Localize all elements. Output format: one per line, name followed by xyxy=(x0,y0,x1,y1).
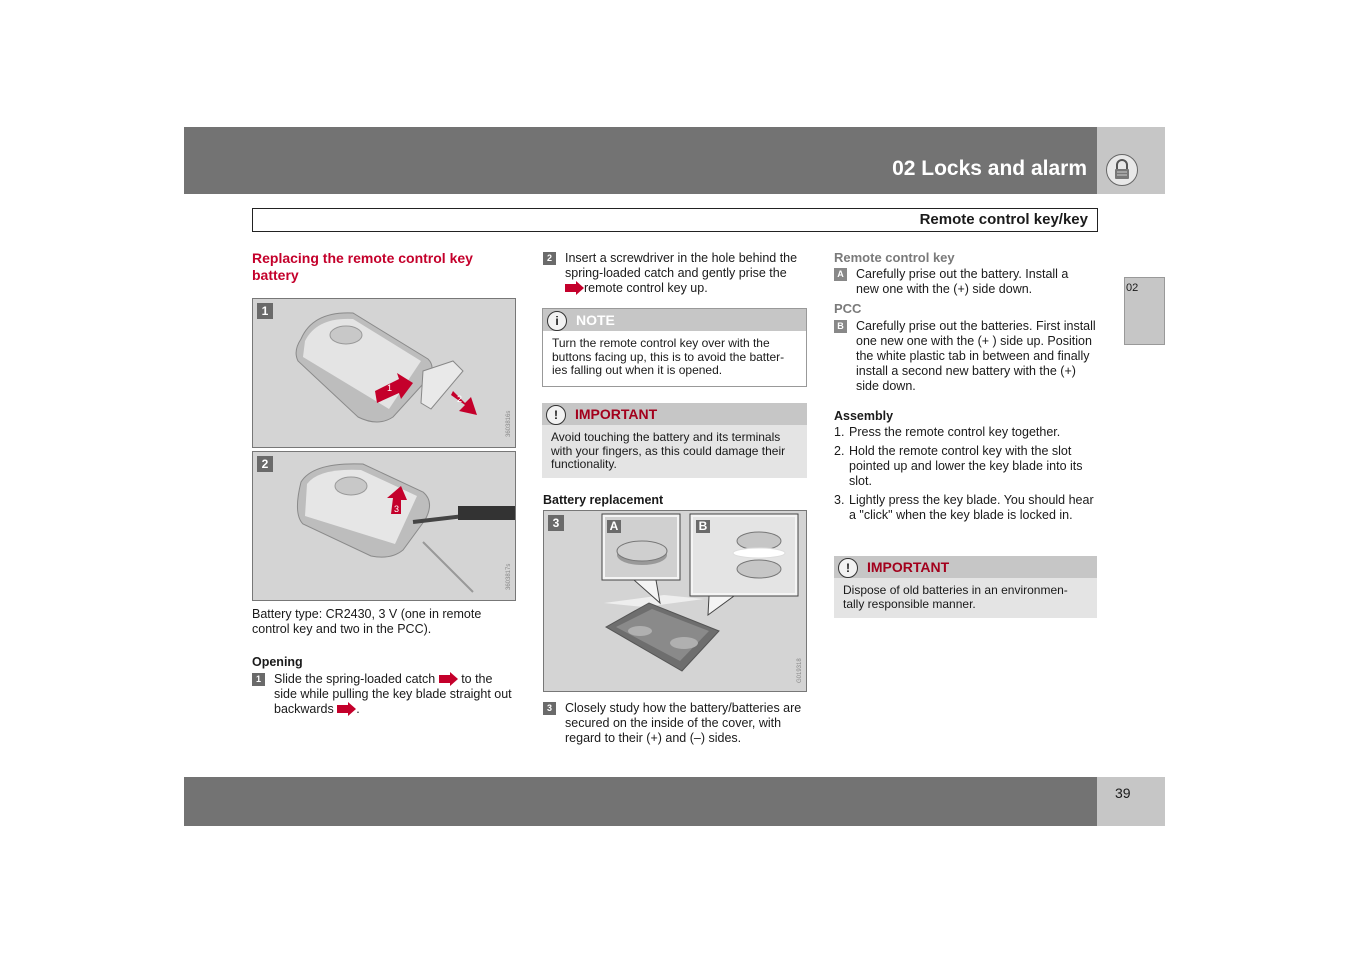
arrow-2-icon xyxy=(337,702,356,716)
important-1-label: IMPORTANT xyxy=(575,406,658,422)
item-a-text: Carefully prise out the battery. Install a new one with the (+) side down. xyxy=(856,267,1069,296)
step-1-text-a: Slide the spring-loaded catch xyxy=(274,672,436,686)
figure-3-code: G019318 xyxy=(797,658,803,683)
arrow-3-icon xyxy=(565,281,584,295)
important-2-label: IMPORTANT xyxy=(867,559,950,575)
step-1 xyxy=(252,672,516,717)
step-3-number: 3 xyxy=(543,702,556,715)
note-text: Turn the remote control key over with the buttons facing up, this is to avoid the batter-ies falling out when it is opened. xyxy=(552,336,785,377)
note-header xyxy=(543,309,806,331)
exclamation-icon: ! xyxy=(838,558,858,578)
svg-text:2: 2 xyxy=(457,394,463,404)
item-b-text: Carefully prise out the batteries. First install one new one with the (+ ) side up. Position the white plastic tab in between and finally install a second new battery with the (+) side down. xyxy=(856,319,1096,393)
remote-control-key-heading: Remote control key xyxy=(834,250,955,265)
step-1-text xyxy=(274,672,516,717)
battery-illustration xyxy=(544,511,806,691)
key-opening-illustration xyxy=(253,299,515,447)
assembly-step-number: 2. xyxy=(834,444,845,458)
figure-1-code: 3603816s xyxy=(506,410,512,437)
step-1-text-c: . xyxy=(356,702,360,716)
assembly-step xyxy=(834,425,1096,440)
step-2-text-a: Insert a screwdriver in the hole behind the spring-loaded catch and gently prise the xyxy=(565,251,798,280)
page-number: 39 xyxy=(1115,785,1131,801)
figure-2-label: 2 xyxy=(257,456,273,472)
opening-heading: Opening xyxy=(252,655,303,669)
exclamation-icon: ! xyxy=(546,405,566,425)
page-number-box xyxy=(1097,777,1165,826)
assembly-list xyxy=(834,425,1096,523)
assembly-heading: Assembly xyxy=(834,409,894,423)
step-2-number: 2 xyxy=(543,252,556,265)
item-b xyxy=(834,319,1096,394)
step-2-text-b: remote control key up. xyxy=(584,281,708,295)
svg-text:3: 3 xyxy=(394,504,400,514)
side-tab-label: 02 xyxy=(1126,282,1139,294)
battery-replacement-heading: Battery replacement xyxy=(543,493,664,507)
svg-text:1: 1 xyxy=(387,383,393,393)
figure-1-label: 1 xyxy=(257,303,273,319)
figure-2-code: 3603817s xyxy=(506,563,512,590)
note-box xyxy=(542,308,807,387)
step-3 xyxy=(543,701,807,746)
item-a xyxy=(834,267,1094,297)
info-icon: i xyxy=(547,311,567,331)
important-box-1 xyxy=(542,403,807,478)
assembly-step-text: Lightly press the key blade. You should hear a "click" when the key blade is locked in. xyxy=(849,493,1094,522)
assembly-step xyxy=(834,444,1096,489)
article-heading: Replacing the remote control key battery xyxy=(252,250,473,283)
inset-b-label: B xyxy=(698,519,708,533)
step-1-number: 1 xyxy=(252,673,265,686)
pcc-heading: PCC xyxy=(834,301,862,316)
step-3-text: Closely study how the battery/batteries are secured on the inside of the cover, with regard to their (+) and (–) sides. xyxy=(565,701,802,745)
assembly-step-text: Hold the remote control key with the slot pointed up and lower the key blade into its slot. xyxy=(849,444,1083,488)
lock-icon xyxy=(1106,154,1138,186)
section-title: Remote control key/key xyxy=(919,211,1088,228)
assembly-step-number: 3. xyxy=(834,493,845,507)
item-b-label: B xyxy=(834,320,847,333)
important-2-header xyxy=(834,556,1097,578)
chapter-side-tab xyxy=(1124,277,1165,345)
arrow-1-icon xyxy=(439,672,458,686)
step-2-text xyxy=(565,251,807,296)
figure-3-label: 3 xyxy=(548,515,564,531)
step-1-text-b: to the side while pulling the key blade straight out backwards xyxy=(274,672,512,716)
important-1-text: Avoid touching the battery and its terminals with your fingers, as this could damage their functionality. xyxy=(551,430,786,471)
key-prise-illustration xyxy=(253,452,515,600)
assembly-step-text: Press the remote control key together. xyxy=(849,425,1061,439)
inset-a-label: A xyxy=(609,519,619,533)
figure-1 xyxy=(252,298,516,448)
footer-bar xyxy=(184,777,1097,826)
figure-3 xyxy=(543,510,807,692)
chapter-title: 02 Locks and alarm xyxy=(892,157,1087,180)
battery-type-text: Battery type: CR2430, 3 V (one in remote control key and two in the PCC). xyxy=(252,607,482,636)
important-2-text: Dispose of old batteries in an environmen-tally responsible manner. xyxy=(843,583,1068,611)
assembly-step-number: 1. xyxy=(834,425,845,439)
assembly-step xyxy=(834,493,1096,523)
important-box-2 xyxy=(834,556,1097,618)
item-a-label: A xyxy=(834,268,847,281)
figure-2 xyxy=(252,451,516,601)
step-2 xyxy=(543,251,807,296)
important-1-header xyxy=(542,403,807,425)
note-label: NOTE xyxy=(576,312,615,328)
